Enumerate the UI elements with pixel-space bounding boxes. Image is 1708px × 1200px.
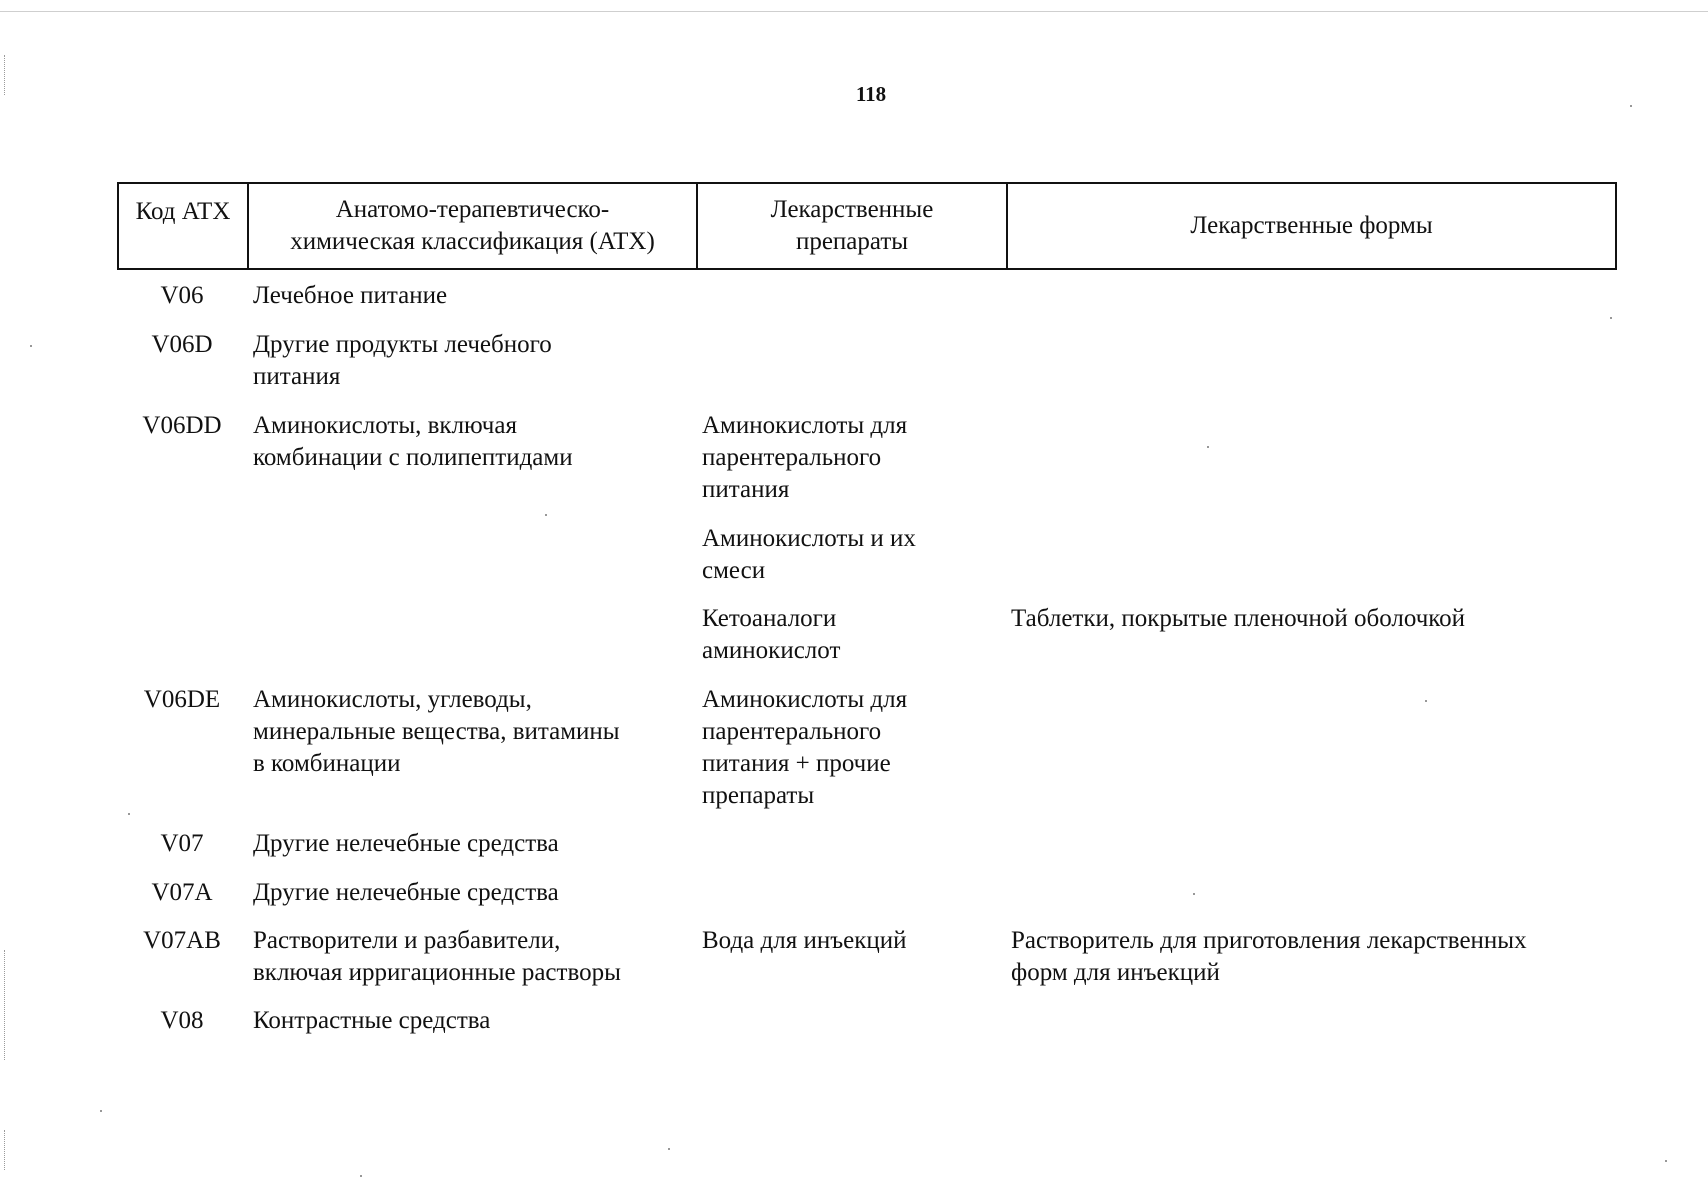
- row-form: Таблетки, покрытые пленочной оболочкой: [1011, 605, 1466, 632]
- header-text: Лекарственные препараты: [770, 196, 934, 255]
- row-classification: Растворители и разбавители, включая ирригационные растворы: [253, 927, 621, 986]
- row-classification: Аминокислоты, включая комбинации с полипептидами: [253, 412, 573, 471]
- scan-speck: [1665, 1160, 1667, 1162]
- page-number: 118: [855, 82, 887, 106]
- header-row: [118, 183, 1616, 269]
- row-classification: Лечебное питание: [253, 282, 448, 309]
- row-code: V06DE: [143, 686, 221, 713]
- table-header: [117, 182, 1617, 270]
- row-code: V07A: [151, 879, 213, 906]
- row-code: V06DD: [142, 412, 222, 439]
- scan-noise: [4, 1130, 15, 1170]
- row-classification: Контрастные средства: [253, 1007, 491, 1034]
- scan-speck: [360, 1175, 362, 1177]
- scan-speck: [1193, 893, 1195, 895]
- row-drug: Кетоаналоги аминокислот: [702, 605, 841, 664]
- scan-speck: [128, 813, 130, 815]
- header-cell-forms: [1007, 183, 1616, 269]
- scan-speck: [100, 1110, 102, 1112]
- scan-noise: [4, 55, 15, 95]
- row-code: V08: [160, 1007, 204, 1034]
- scan-speck: [30, 345, 32, 347]
- header-cell-drugs: [697, 183, 1007, 269]
- scan-speck: [668, 1148, 670, 1150]
- row-code: V07: [160, 830, 204, 857]
- row-classification: Другие нелечебные средства: [253, 879, 559, 906]
- row-classification: Другие нелечебные средства: [253, 830, 559, 857]
- row-form: Растворитель для приготовления лекарственных форм для инъекций: [1011, 927, 1527, 986]
- row-drug: Аминокислоты и их смеси: [702, 525, 916, 584]
- scan-speck: [545, 514, 547, 516]
- header-cell-classification: [248, 183, 697, 269]
- row-classification: Другие продукты лечебного питания: [253, 331, 552, 390]
- scan-edge: [0, 0, 1708, 12]
- row-classification: Аминокислоты, углеводы, минеральные вещества, витамины в комбинации: [253, 686, 620, 777]
- header-text: Лекарственные формы: [1190, 212, 1433, 239]
- row-drug: Аминокислоты для парентерального питания + прочие препараты: [702, 686, 908, 809]
- scan-speck: [1425, 700, 1427, 702]
- row-code: V06: [160, 282, 204, 309]
- header-text: Анатомо-терапевтическо- химическая классификация (ATX): [290, 196, 655, 255]
- row-drug: Вода для инъекций: [702, 927, 907, 954]
- scan-noise: [4, 950, 15, 1060]
- scan-speck: [1610, 317, 1612, 319]
- scan-speck: [1207, 446, 1209, 448]
- scan-speck: [1630, 105, 1632, 107]
- header-text: Код ATX: [135, 198, 231, 225]
- row-code: V06D: [151, 331, 213, 358]
- row-drug: Аминокислоты для парентерального питания: [702, 412, 908, 503]
- header-cell-code: [118, 183, 248, 269]
- row-code: V07AB: [143, 927, 221, 954]
